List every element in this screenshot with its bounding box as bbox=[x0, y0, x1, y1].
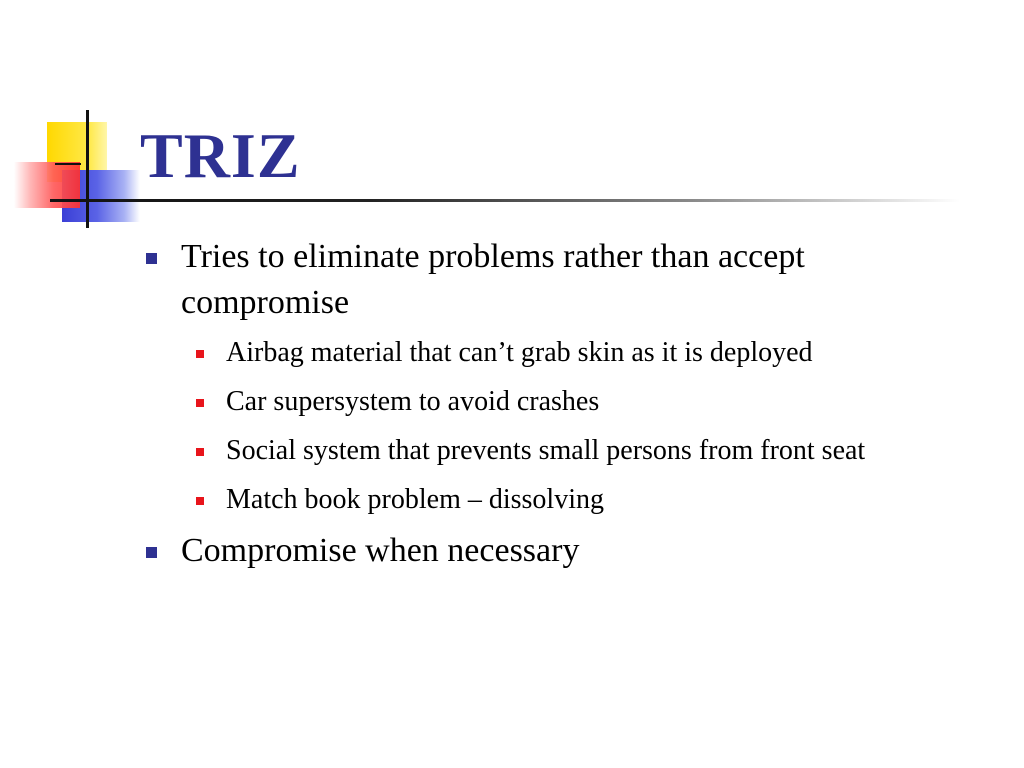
sub-bullet-text: Airbag material that can’t grab skin as it is deployed bbox=[226, 337, 813, 368]
title-divider bbox=[50, 199, 960, 202]
square-bullet-icon bbox=[146, 253, 157, 264]
sub-bullet-list bbox=[140, 332, 960, 520]
slide-content bbox=[140, 234, 960, 580]
sub-bullet-text: Car supersystem to avoid crashes bbox=[226, 386, 600, 417]
square-bullet-icon bbox=[196, 350, 204, 358]
sub-bullet-text: Match book problem – dissolving bbox=[226, 484, 604, 515]
logo-vertical-line bbox=[86, 110, 89, 228]
bullet-text: Tries to eliminate problems rather than accept compromise bbox=[181, 238, 805, 321]
sub-bullet-item bbox=[226, 430, 960, 471]
sub-bullet-item bbox=[226, 381, 960, 422]
square-bullet-icon bbox=[146, 547, 157, 558]
sub-bullet-text: Social system that prevents small persons from front seat bbox=[226, 435, 866, 466]
square-bullet-icon bbox=[196, 399, 204, 407]
bullet-item bbox=[140, 234, 960, 326]
sub-bullet-item bbox=[226, 332, 960, 373]
slide-title: TRIZ bbox=[140, 120, 301, 191]
sub-bullet-item bbox=[226, 479, 960, 520]
bullet-text: Compromise when necessary bbox=[181, 532, 580, 569]
square-bullet-icon bbox=[196, 497, 204, 505]
square-bullet-icon bbox=[196, 448, 204, 456]
corner-logo bbox=[0, 0, 160, 240]
logo-horizontal-line bbox=[55, 163, 81, 165]
bullet-item bbox=[140, 528, 960, 574]
